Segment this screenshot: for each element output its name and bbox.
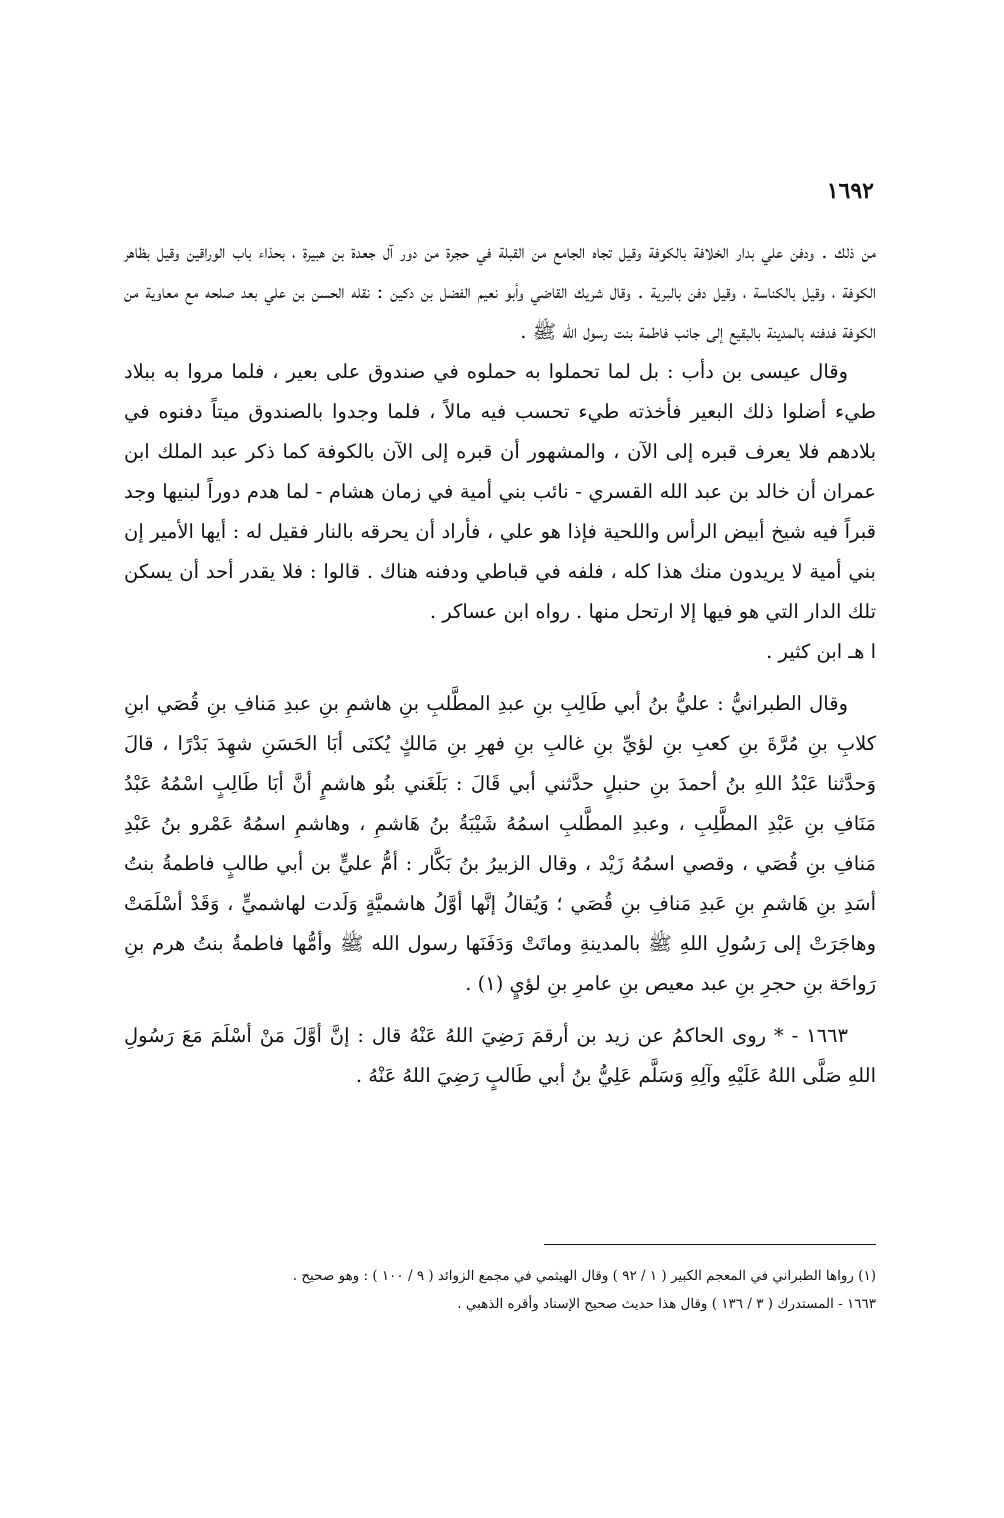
paragraph-hadith-1663: ١٦٦٣ - * روى الحاكمُ عن زيد بن أرقمَ رَضِيَ اللهُ عَنْهُ قال : إنَّ أوَّلَ مَنْ أسْلَمَ مَعَ رَسُولِ اللهِ صَلَّى اللهُ عَلَيْهِ وآلِهِ وَسَلَّم عَلِيُّ بنُ أبي طَالبٍ رَضِيَ اللهُ عَنْهُ . (124, 1024, 876, 1087)
footnote-divider (544, 1244, 876, 1245)
paragraph-burial-place: من ذلك . ودفن علي بدار الخلافة بالكوفة وقيل تجاه الجامع من القبلة في حجرة من دور آل جعدة بن هبيرة ، بحذاء باب الوراقين وقيل بظاهر الكوفة ، وقيل بالكناسة ، وقيل دفن بالبرية . وقال شريك القاضي وأبو نعيم الفضل بن دكين : نقله الحسن بن علي بعد صلحه مع معاوية من الكوفة فدفنه بالمدينة بالبقيع إلى جانب فاطمة بنت رسول الله ﷺ . (124, 240, 876, 343)
paragraph-isa-ibn-dab: وقال عيسى بن دأب : بل لما تحملوا به حملوه في صندوق على بعير ، فلما مروا به ببلاد طيء أضلوا ذلك البعير فأخذته طيء تحسب فيه مالاً ، فلما وجدوا بالصندوق ميتاً دفنوه في بلادهم فلا يعرف قبره إلى الآن ، والمشهور أن قبره إلى الآن بالكوفة كما ذكر عبد الملك ابن عمران أن خالد بن عبد الله القسري - نائب بني أمية في زمان هشام - لما هدم دوراً لبنيها وجد قبراً فيه شيخ أبيض الرأس واللحية فإذا هو علي ، فأراد أن يحرقه بالنار فقيل له : أيها الأمير إن بني أمية لا يريدون منك هذا كله ، فلفه في قباطي ودفنه هناك . قالوا : فلا يقدر أحد أن يسكن تلك الدار التي هو فيها إلا ارتحل منها . رواه ابن عساكر . (124, 360, 876, 623)
page-number: ١٦٩٢ (826, 178, 874, 204)
main-text (124, 232, 876, 1096)
paragraph-ibn-kathir-end: ا هـ ابن كثير . (766, 640, 876, 663)
footnote-1663: ١٦٦٣ - المستدرك ( ٣ / ١٣٦ ) وقال هذا حديث صحيح الإسناد وأقره الذهبي . (457, 1296, 876, 1312)
footnote-1: (١) رواها الطبراني في المعجم الكبير ( ١ / ٩٢ ) وقال الهيثمي في مجمع الزوائد ( ٩ / ١٠٠ ) : وهو صحيح . (292, 1268, 876, 1284)
footnotes (124, 1262, 876, 1318)
paragraph-tabarani-lineage: وقال الطبرانيُّ : عليُّ بنُ أبي طَالِبِ بنِ عبدِ المطَّلبِ بنِ هاشمِ بنِ عبدِ مَنافِ بنِ قُصَي ابنِ كلابِ بنِ مُرَّةَ بنِ كعبِ بنِ لؤيِّ بنِ غالبِ بنِ فهرِ بنِ مَالكٍ يُكنَى أبَا الحَسَنِ شهِدَ بَدْرًا ، قالَ وَحدَّثنا عَبْدُ اللهِ بنُ أحمدَ بنِ حنبلٍ حدَّثني أبي قَالَ : بَلَغَني بنُو هاشمٍ أنَّ أبَا طَالِبٍ اسْمُهُ عَبْدُ مَنَافِ بنِ عَبْدِ المطَّلِبِ ، وعبدِ المطَّلبِ اسمُهُ شَيْبَةُ بنُ هَاشمِ ، وهاشمِ اسمُهُ عَمْرو بنُ عَبْدِ مَنافِ بنِ قُصَي ، وقصي اسمُهُ زَيْد ، وقال الزبيرُ بنُ بَكَّار : أمُّ عليٍّ بن أبي طالبٍ فاطمةُ بنتُ أسَدِ بنِ هَاشمِ بنِ عَبدِ مَنافِ بنِ قُصَي ؛ وَيُقالُ إنَّها أوَّلُ هاشميَّةٍ وَلَدت لهاشميٍّ ، وَقَدْ أسْلَمَتْ وهاجَرَتْ إلى رَسُولِ اللهِ ﷺ بالمدينةِ وماتَتْ وَدَفَنَها رسول الله ﷺ وأمُّها فاطمةُ بنتُ هرم بنِ رَواحَة بنِ حجرِ بنِ عبد معيص بنِ عامرِ بنِ لؤيٍ (١) . (124, 692, 876, 995)
